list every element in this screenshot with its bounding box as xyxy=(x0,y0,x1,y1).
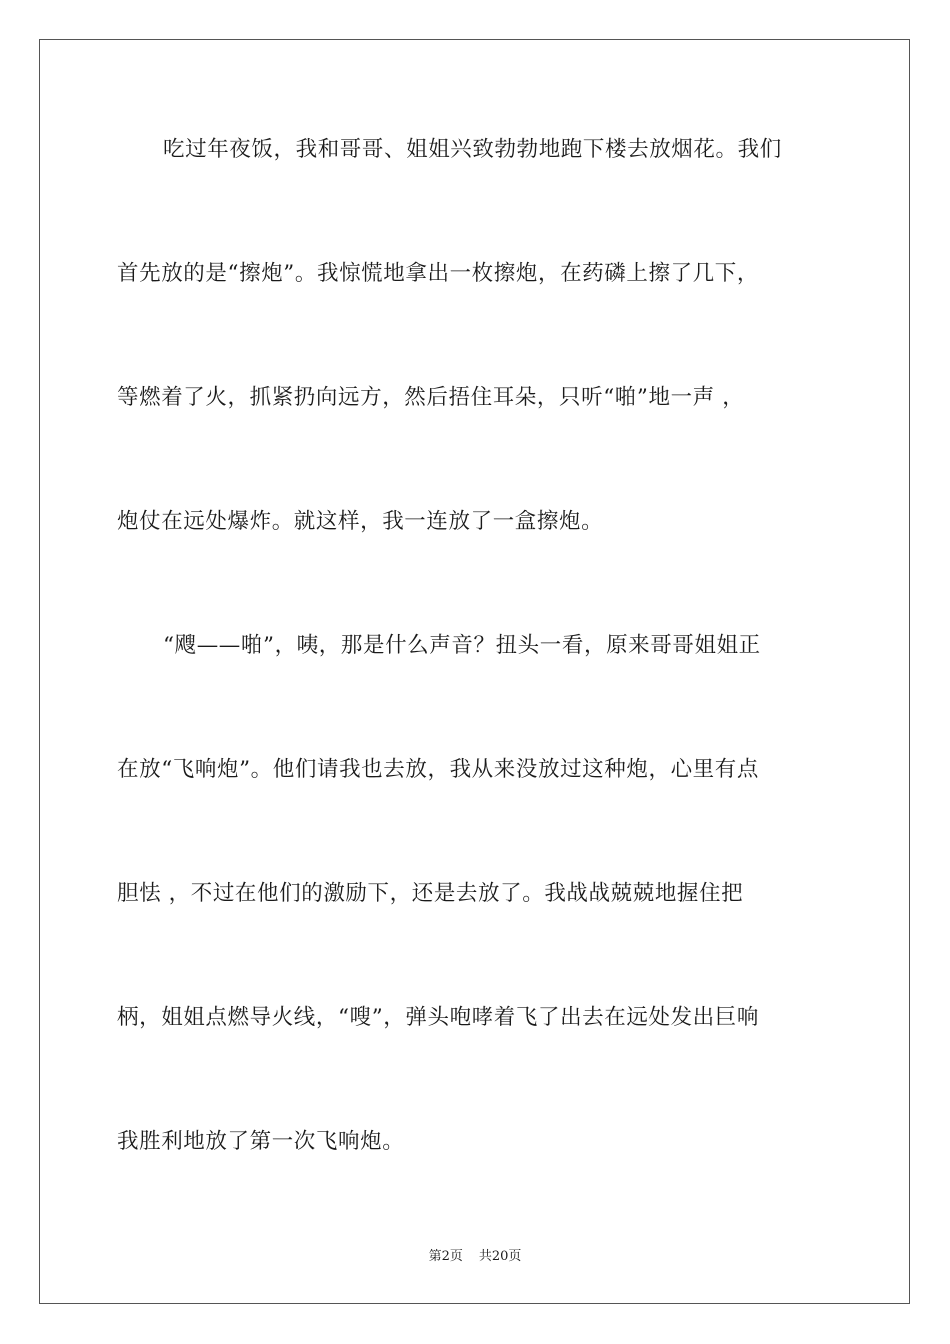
paragraph-2-line-2: 在放“飞响炮”。他们请我也去放，我从来没放过这种炮，心里有点 xyxy=(117,757,759,782)
paragraph-2-line-5: 我胜利地放了第一次飞响炮。 xyxy=(117,1129,405,1154)
paragraph-1-line-4: 炮仗在远处爆炸。就这样，我一连放了一盒擦炮。 xyxy=(117,509,604,534)
paragraph-2-line-1: “飕——啪”，咦，那是什么声音？扭头一看，原来哥哥姐姐正 xyxy=(163,633,761,658)
paragraph-1-line-2: 首先放的是“擦炮”。我惊慌地拿出一枚擦炮，在药磷上擦了几下， xyxy=(117,261,759,286)
paragraph-1-line-1: 吃过年夜饭，我和哥哥、姐姐兴致勃勃地跑下楼去放烟花。我们 xyxy=(163,137,782,162)
paragraph-1-line-3: 等燃着了火，抓紧扔向远方，然后捂住耳朵，只听“啪”地一声 ， xyxy=(117,385,745,410)
paragraph-2-line-4: 柄，姐姐点燃导火线，“嗖”，弹头咆哮着飞了出去在远处发出巨响 xyxy=(117,1005,759,1030)
page-footer xyxy=(0,1248,950,1266)
page-total: 共20页 xyxy=(478,1249,522,1264)
paragraph-2-line-3: 胆怯 ，不过在他们的激励下，还是去放了。我战战兢兢地握住把 xyxy=(117,881,744,906)
page-number: 第2页 xyxy=(428,1249,463,1264)
page-frame xyxy=(39,39,910,1304)
